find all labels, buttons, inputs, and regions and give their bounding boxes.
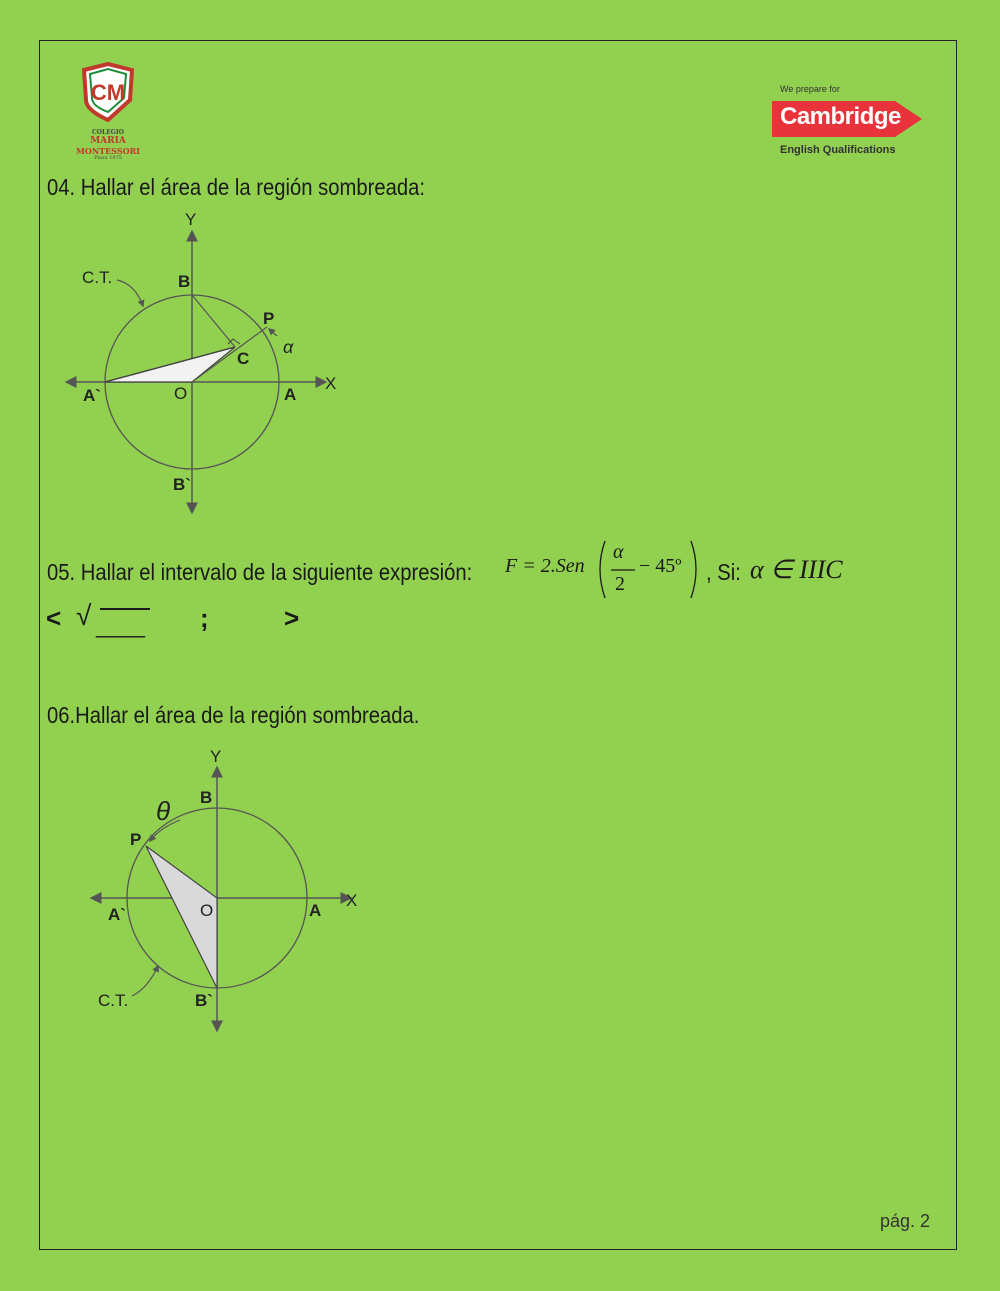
school-line1: COLEGIO [92,129,124,136]
q4-label-p: P [263,309,275,328]
q6-label-y: Y [210,747,222,766]
answer-sqrt-bar [100,608,150,610]
q6-label-ct: C.T. [98,991,129,1010]
q6-text: 06.Hallar el área de la región sombreada. [47,702,420,728]
answer-close: > [284,603,300,633]
q6-label-x: X [346,891,358,910]
q4-text: 04. Hallar el área de la región sombreada: [47,174,426,200]
page-number: pág. 2 [880,1211,931,1231]
cambridge-logo [772,84,932,164]
q6-label-o: O [200,901,214,920]
formula-frac-num: α [613,541,624,563]
q6-label-b: B [200,788,213,807]
formula-lhs: F = 2.Sen [505,555,585,577]
shield-icon [70,62,146,122]
cambridge-brand: Cambridge [780,103,901,130]
q4-diagram [55,200,355,520]
q4-label-x: X [325,374,337,393]
q6-label-a: A [309,901,322,920]
formula-frac-den: 2 [615,573,625,595]
school-logo [70,62,146,162]
q5-si-text: , Si: [706,559,741,585]
monogram: CM [90,80,126,105]
answer-open: < [46,603,62,633]
q4-label-a: A [284,385,297,404]
q4-alpha-arrow [269,329,277,336]
school-line4: Piura 1975 [94,155,122,161]
q5-condition: α ∈ IIIC [750,555,843,584]
q4-right-angle [228,339,240,344]
answer-separator: ; [200,603,209,633]
q6-label-b-prime: B` [195,991,213,1010]
cambridge-top-text: We prepare for [780,84,840,94]
q4-label-a-prime: A` [83,386,101,405]
q4-radius-op [192,327,267,382]
formula-rest: − 45º [639,555,682,577]
q6-label-theta: θ [156,796,171,826]
q4-label-y: Y [185,210,197,229]
answer-sqrt: √ [76,600,92,631]
q6-ct-pointer [132,966,158,996]
q4-label-alpha: α [283,337,294,357]
q6-label-p: P [130,830,142,849]
q4-label-c: C [237,349,250,368]
q4-ct-pointer [117,280,143,306]
q4-label-b-prime: B` [173,475,191,494]
answer-blank[interactable]: ____ [96,613,145,638]
q4-label-ct: C.T. [82,268,113,287]
cambridge-bottom-text: English Qualifications [780,144,896,156]
q5-text: 05. Hallar el intervalo de la siguiente expresión: [47,559,473,585]
q4-label-o: O [174,384,188,403]
q6-label-a-prime: A` [108,905,126,924]
q6-diagram [80,740,380,1040]
q4-label-b: B [178,272,191,291]
school-line3: MONTESSORI [76,146,140,156]
school-line2: MARIA [90,136,126,146]
